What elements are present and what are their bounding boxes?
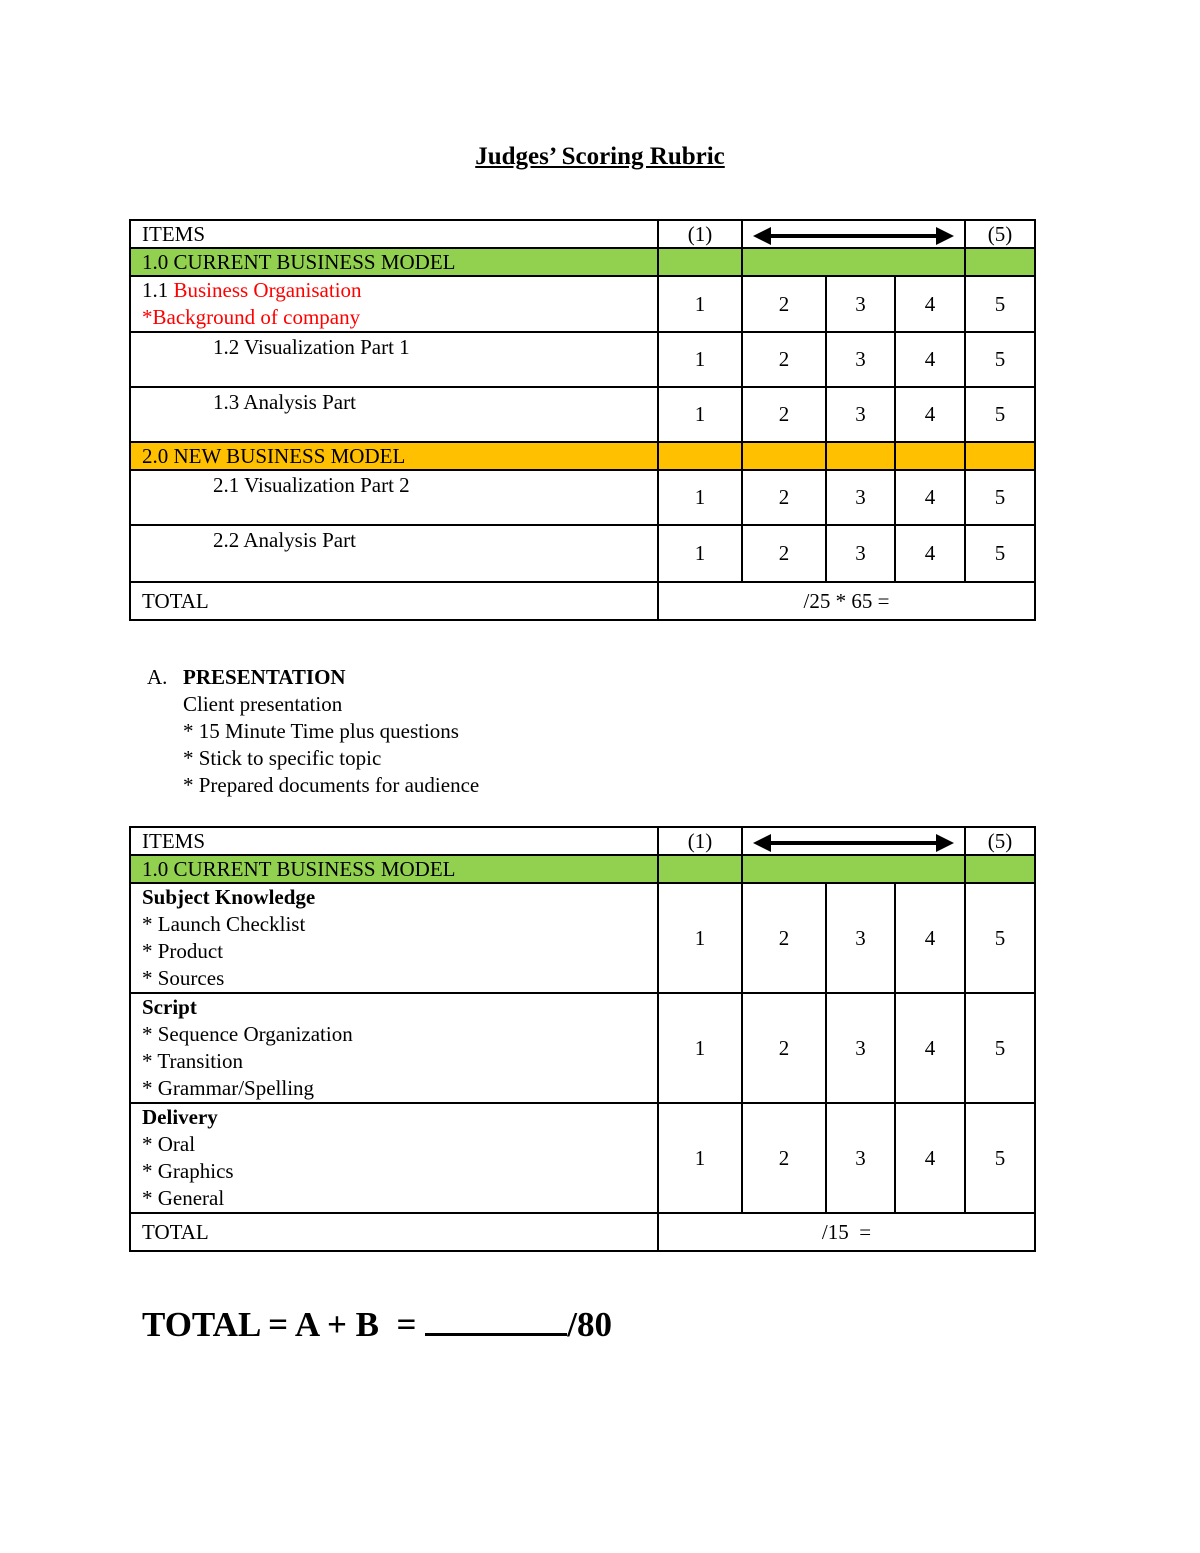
header-scale [742, 827, 965, 855]
score-3[interactable]: 3 [826, 387, 895, 442]
page-title: Judges’ Scoring Rubric [475, 143, 725, 170]
score-5[interactable]: 5 [965, 883, 1035, 993]
header-scale [742, 220, 965, 248]
score-5[interactable]: 5 [965, 470, 1035, 525]
score-4[interactable]: 4 [895, 276, 965, 332]
item-line: * Sources [142, 966, 225, 990]
presentation-block [147, 664, 479, 799]
header-low: (1) [658, 220, 742, 248]
header-items: ITEMS [130, 827, 658, 855]
item-line: * Graphics [142, 1159, 234, 1183]
score-3[interactable]: 3 [826, 1103, 895, 1213]
item-line: * Oral [142, 1132, 196, 1156]
header-low: (1) [658, 827, 742, 855]
score-2[interactable]: 2 [742, 993, 826, 1103]
item-label: Business Organisation [173, 278, 362, 302]
score-3[interactable]: 3 [826, 332, 895, 387]
score-2[interactable]: 2 [742, 883, 826, 993]
item-line: * Sequence Organization [142, 1022, 353, 1046]
item-title: Script [142, 995, 197, 1019]
presentation-heading: PRESENTATION [183, 665, 346, 689]
score-2[interactable]: 2 [742, 525, 826, 582]
presentation-line: Client presentation [183, 692, 343, 716]
score-3[interactable]: 3 [826, 993, 895, 1103]
score-1[interactable]: 1 [658, 993, 742, 1103]
presentation-line: * Prepared documents for audience [183, 773, 480, 797]
score-4[interactable]: 4 [895, 883, 965, 993]
score-2[interactable]: 2 [742, 332, 826, 387]
grand-total-suffix: /80 [567, 1305, 612, 1344]
total-label: TOTAL [130, 582, 658, 620]
item-line: * Launch Checklist [142, 912, 306, 936]
grand-total-prefix: TOTAL = A + B = [142, 1305, 426, 1344]
score-4[interactable]: 4 [895, 993, 965, 1103]
total-value: /25 * 65 = [658, 582, 1035, 620]
score-3[interactable]: 3 [826, 276, 895, 332]
item-subject-knowledge [130, 883, 658, 993]
score-4[interactable]: 4 [895, 1103, 965, 1213]
item-line: * General [142, 1186, 225, 1210]
item-analysis-part: 1.3 Analysis Part [130, 387, 658, 442]
item-title: Subject Knowledge [142, 885, 316, 909]
header-items: ITEMS [130, 220, 658, 248]
score-2[interactable]: 2 [742, 470, 826, 525]
double-arrow-icon [751, 224, 956, 248]
score-4[interactable]: 4 [895, 332, 965, 387]
score-2[interactable]: 2 [742, 276, 826, 332]
item-line: * Product [142, 939, 224, 963]
score-1[interactable]: 1 [658, 387, 742, 442]
header-high: (5) [965, 220, 1035, 248]
rubric-table-1 [129, 219, 1036, 621]
score-1[interactable]: 1 [658, 525, 742, 582]
score-4[interactable]: 4 [895, 387, 965, 442]
header-high: (5) [965, 827, 1035, 855]
rubric-table-2 [129, 826, 1036, 1252]
score-2[interactable]: 2 [742, 1103, 826, 1213]
score-4[interactable]: 4 [895, 525, 965, 582]
item-line: * Grammar/Spelling [142, 1076, 315, 1100]
presentation-line: * 15 Minute Time plus questions [183, 719, 459, 743]
score-3[interactable]: 3 [826, 525, 895, 582]
score-3[interactable]: 3 [826, 883, 895, 993]
score-5[interactable]: 5 [965, 387, 1035, 442]
item-delivery [130, 1103, 658, 1213]
item-analysis-part-2: 2.2 Analysis Part [130, 525, 658, 582]
double-arrow-icon [751, 831, 956, 855]
section-current-business-model: 1.0 CURRENT BUSINESS MODEL [130, 248, 658, 276]
score-5[interactable]: 5 [965, 276, 1035, 332]
item-line: * Transition [142, 1049, 243, 1073]
score-5[interactable]: 5 [965, 993, 1035, 1103]
grand-total-blank[interactable] [425, 1303, 567, 1336]
item-visualization-part-1: 1.2 Visualization Part 1 [130, 332, 658, 387]
section-current-business-model: 1.0 CURRENT BUSINESS MODEL [130, 855, 658, 883]
total-value: /15 = [658, 1213, 1035, 1251]
item-title: Delivery [142, 1105, 218, 1129]
score-5[interactable]: 5 [965, 1103, 1035, 1213]
score-3[interactable]: 3 [826, 470, 895, 525]
item-script [130, 993, 658, 1103]
item-business-organisation: 1.1 Business Organisation *Background of company [130, 276, 658, 332]
section-new-business-model: 2.0 NEW BUSINESS MODEL [130, 442, 658, 470]
score-5[interactable]: 5 [965, 332, 1035, 387]
score-1[interactable]: 1 [658, 1103, 742, 1213]
score-1[interactable]: 1 [658, 883, 742, 993]
score-5[interactable]: 5 [965, 525, 1035, 582]
score-1[interactable]: 1 [658, 332, 742, 387]
item-visualization-part-2: 2.1 Visualization Part 2 [130, 470, 658, 525]
score-1[interactable]: 1 [658, 470, 742, 525]
score-4[interactable]: 4 [895, 470, 965, 525]
total-label: TOTAL [130, 1213, 658, 1251]
grand-total [142, 1303, 612, 1345]
presentation-line: * Stick to specific topic [183, 746, 382, 770]
score-1[interactable]: 1 [658, 276, 742, 332]
score-2[interactable]: 2 [742, 387, 826, 442]
item-sub: *Background of company [142, 305, 361, 329]
presentation-letter: A. [147, 665, 168, 689]
